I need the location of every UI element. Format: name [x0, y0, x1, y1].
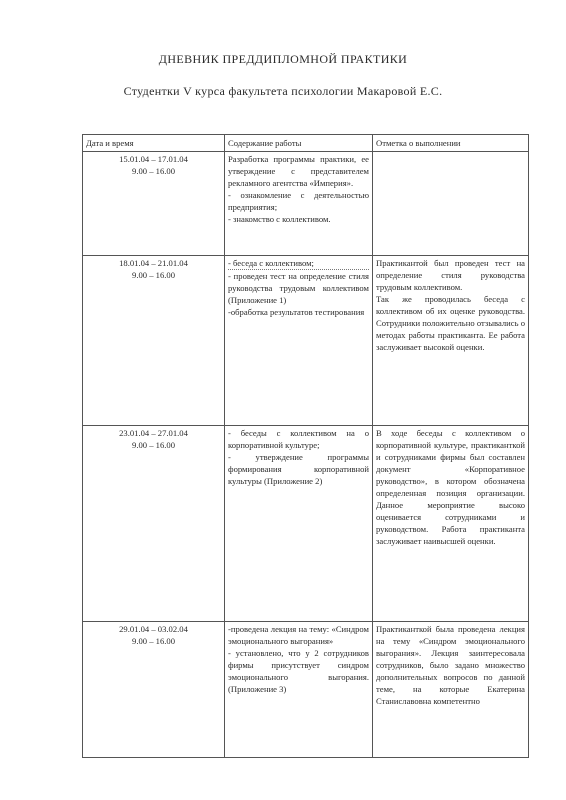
header-work-content: Содержание работы	[225, 135, 373, 152]
work-item: - утверждение программы формирования корпоративной культуры (Приложение 2)	[228, 452, 369, 486]
header-date-time: Дата и время	[83, 135, 225, 152]
work-item: Разработка программы практики, ее утверждение с представителем рекламного агентства «Империя».	[228, 154, 369, 188]
table-row	[83, 256, 529, 426]
work-cell	[225, 152, 373, 256]
page-title: ДНЕВНИК ПРЕДДИПЛОМНОЙ ПРАКТИКИ	[158, 52, 408, 66]
table-header-row	[83, 135, 529, 152]
practice-diary-table	[82, 134, 529, 758]
report-cell	[373, 622, 529, 758]
report-cell	[373, 256, 529, 426]
work-item: -обработка результатов тестирования	[228, 307, 365, 317]
student-subtitle: Студентки V курса факультета психологии Макаровой Е.С.	[123, 84, 443, 98]
table-row	[83, 622, 529, 758]
work-item: - установлено, что у 2 сотрудников фирмы присутствует синдром эмоционального выгорания. (Приложение 3)	[228, 648, 369, 694]
date-period: 29.01.04 – 03.02.04	[119, 624, 188, 634]
date-cell	[83, 152, 225, 256]
work-item: - ознакомление с деятельностью предприятия;	[228, 190, 369, 212]
work-cell	[225, 426, 373, 622]
time-range: 9.00 – 16.00	[132, 270, 175, 280]
header-completion-mark: Отметка о выполнении	[373, 135, 529, 152]
work-cell	[225, 256, 373, 426]
report-paragraph: Практикантой был проведен тест на определение стиля руководства трудовым коллективом.	[376, 258, 525, 292]
date-cell	[83, 622, 225, 758]
date-cell	[83, 256, 225, 426]
work-item: - знакомство с коллективом.	[228, 214, 331, 224]
report-paragraph: Практиканткой была проведена лекция на тему «Синдром эмоционального выгорания». Лекция заинтересовала сотрудников, было задано множество дополнительных вопросов по данной теме, на которые Екатерина Станиславовна компетентно	[376, 624, 525, 706]
time-range: 9.00 – 16.00	[132, 440, 175, 450]
work-item: -проведена лекция на тему: «Синдром эмоционального выгорания»	[228, 624, 369, 646]
report-cell	[373, 152, 529, 256]
date-cell	[83, 426, 225, 622]
report-paragraph: Так же проводилась беседа с коллективом об их оценке руководства. Сотрудники положительно отзывались о методах работы практиканта. Ее работа заслуживает высокой оценки.	[376, 294, 525, 352]
work-item: - беседа с коллективом;	[228, 257, 369, 270]
report-cell	[373, 426, 529, 622]
report-paragraph: В ходе беседы с коллективом о корпоративной культуре, практиканткой и сотрудниками фирмы был составлен документ «Корпоративное руководство», в котором обозначена определенная позиция организации. Данное мероприятие высоко оценивается сотрудниками и руководством. Работа практиканта заслуживает наивысшей оценки.	[376, 428, 525, 546]
work-item: - беседы с коллективом на о корпоративной культуре;	[228, 428, 369, 450]
date-period: 23.01.04 – 27.01.04	[119, 428, 188, 438]
time-range: 9.00 – 16.00	[132, 636, 175, 646]
work-item: - проведен тест на определение стиля руководства трудовым коллективом (Приложение 1)	[228, 271, 369, 305]
table-row	[83, 152, 529, 256]
table-row	[83, 426, 529, 622]
date-period: 18.01.04 – 21.01.04	[119, 258, 188, 268]
date-period: 15.01.04 – 17.01.04	[119, 154, 188, 164]
time-range: 9.00 – 16.00	[132, 166, 175, 176]
work-cell	[225, 622, 373, 758]
